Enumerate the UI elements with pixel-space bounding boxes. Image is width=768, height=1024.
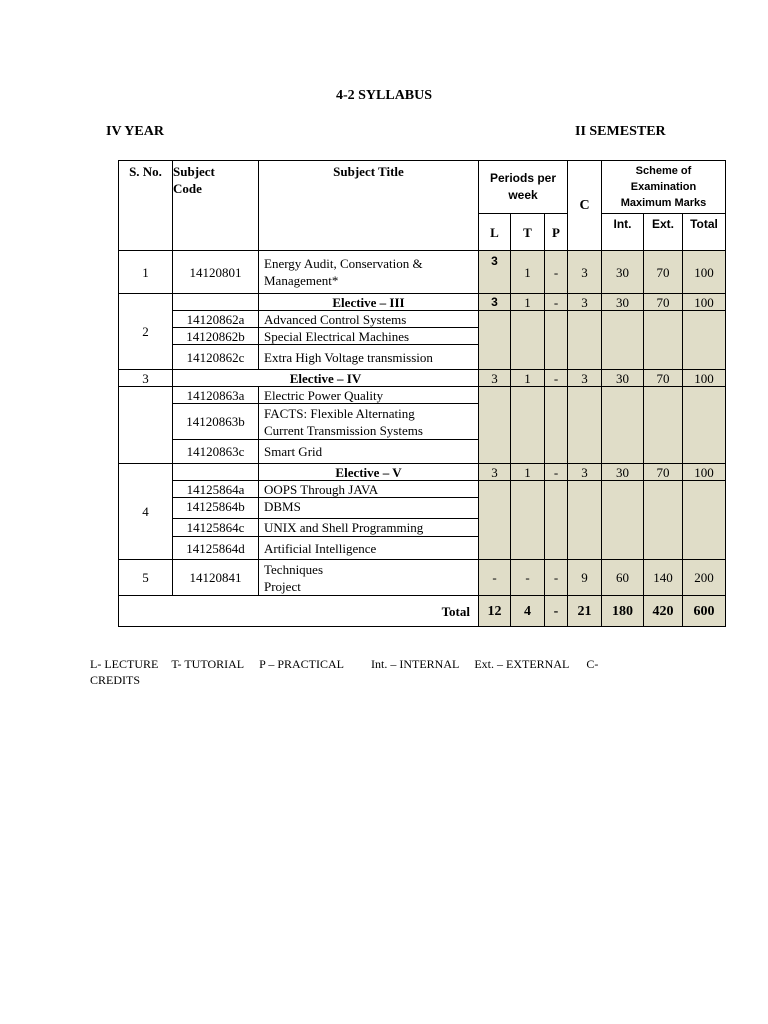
header-sno: S. No. bbox=[118, 160, 173, 251]
row3-blank-int bbox=[601, 386, 644, 464]
legend-c: C- bbox=[586, 657, 599, 671]
row5-int: 60 bbox=[601, 559, 644, 596]
row4-sub4-code: 14125864d bbox=[172, 536, 259, 560]
row4-elective-label: Elective – V bbox=[258, 463, 479, 481]
row2-blank-total bbox=[682, 310, 726, 370]
row4-blank-c bbox=[567, 480, 602, 560]
header-periods-line2: week bbox=[508, 188, 538, 202]
row3-blank-ext bbox=[643, 386, 683, 464]
header-credits: C bbox=[567, 160, 602, 251]
row5-c: 9 bbox=[567, 559, 602, 596]
totals-total: 600 bbox=[682, 595, 726, 627]
header-scheme-line1: Scheme of bbox=[635, 165, 692, 177]
row1-c: 3 bbox=[567, 250, 602, 294]
row2-elective-code-blank bbox=[172, 293, 259, 311]
row4-sub3-title: UNIX and Shell Programming bbox=[258, 518, 479, 537]
row4-blank-p bbox=[544, 480, 568, 560]
totals-c: 21 bbox=[567, 595, 602, 627]
row2-total: 100 bbox=[682, 293, 726, 311]
header-scheme-line2: Examination bbox=[630, 181, 697, 193]
row2-t: 1 bbox=[510, 293, 545, 311]
row3-sub3-code: 14120863c bbox=[172, 439, 259, 464]
totals-l: 12 bbox=[478, 595, 511, 627]
row5-sno: 5 bbox=[118, 559, 173, 596]
header-subject-title: Subject Title bbox=[258, 160, 479, 251]
row3-c: 3 bbox=[567, 369, 602, 387]
row4-l: 3 bbox=[478, 463, 511, 481]
row5-l: - bbox=[478, 559, 511, 596]
header-t: T bbox=[510, 213, 545, 251]
row2-l: 3 bbox=[478, 293, 511, 311]
row3-elective-label: Elective – IV bbox=[172, 369, 479, 387]
legend-external: Ext. – EXTERNAL bbox=[474, 657, 570, 671]
row3-sub2-title-line1: FACTS: Flexible Alternating bbox=[264, 405, 415, 421]
row4-t: 1 bbox=[510, 463, 545, 481]
row4-sub2-title: DBMS bbox=[258, 497, 479, 519]
row4-blank-total bbox=[682, 480, 726, 560]
legend-practical: P – PRACTICAL bbox=[259, 657, 345, 671]
row3-blank-total bbox=[682, 386, 726, 464]
row3-blank-l bbox=[478, 386, 511, 464]
row4-blank-l bbox=[478, 480, 511, 560]
row3-ext: 70 bbox=[643, 369, 683, 387]
header-subject-code bbox=[172, 160, 259, 251]
row4-c: 3 bbox=[567, 463, 602, 481]
row5-t: - bbox=[510, 559, 545, 596]
row3-total: 100 bbox=[682, 369, 726, 387]
row2-int: 30 bbox=[601, 293, 644, 311]
row3-int: 30 bbox=[601, 369, 644, 387]
row2-sub1-code: 14120862a bbox=[172, 310, 259, 328]
row3-sub2-title-line2: Current Transmission Systems bbox=[264, 422, 423, 438]
row4-sub2-code: 14125864b bbox=[172, 497, 259, 519]
row2-sub2-title: Special Electrical Machines bbox=[258, 327, 479, 345]
row1-int: 30 bbox=[601, 250, 644, 294]
row4-elective-code-blank bbox=[172, 463, 259, 481]
row3-sub1-code: 14120863a bbox=[172, 386, 259, 404]
row3-sno: 3 bbox=[118, 369, 173, 387]
row2-blank-p bbox=[544, 310, 568, 370]
header-code-line1: Subject bbox=[173, 164, 215, 179]
row4-sub4-title: Artificial Intelligence bbox=[258, 536, 479, 560]
row4-blank-t bbox=[510, 480, 545, 560]
row4-blank-ext bbox=[643, 480, 683, 560]
header-periods-line1: Periods per bbox=[489, 171, 557, 185]
row2-blank-ext bbox=[643, 310, 683, 370]
row1-title-line2: Management* bbox=[264, 273, 339, 288]
row4-ext: 70 bbox=[643, 463, 683, 481]
row2-sub3-code: 14120862c bbox=[172, 344, 259, 370]
semester-label: II SEMESTER bbox=[575, 124, 666, 139]
row5-total: 200 bbox=[682, 559, 726, 596]
header-int: Int. bbox=[601, 213, 644, 251]
header-ext: Ext. bbox=[643, 213, 683, 251]
totals-t: 4 bbox=[510, 595, 545, 627]
row3-t: 1 bbox=[510, 369, 545, 387]
row5-title-line1: Techniques bbox=[264, 561, 324, 577]
totals-ext: 420 bbox=[643, 595, 683, 627]
row2-sno: 2 bbox=[118, 293, 173, 370]
row2-c: 3 bbox=[567, 293, 602, 311]
row3-blank-c bbox=[567, 386, 602, 464]
row5-p: - bbox=[544, 559, 568, 596]
header-periods bbox=[478, 160, 568, 214]
header-p: P bbox=[544, 213, 568, 251]
totals-p: - bbox=[544, 595, 568, 627]
row4-int: 30 bbox=[601, 463, 644, 481]
row2-sub3-title: Extra High Voltage transmission bbox=[258, 344, 479, 370]
row2-ext: 70 bbox=[643, 293, 683, 311]
row5-code: 14120841 bbox=[172, 559, 259, 596]
row3-l: 3 bbox=[478, 369, 511, 387]
row4-blank-int bbox=[601, 480, 644, 560]
row2-sub2-code: 14120862b bbox=[172, 327, 259, 345]
row1-sno: 1 bbox=[118, 250, 173, 294]
row3-blank-t bbox=[510, 386, 545, 464]
abbreviation-legend bbox=[90, 656, 650, 688]
header-total: Total bbox=[682, 213, 726, 251]
header-l: L bbox=[478, 213, 511, 251]
header-scheme-line3: Maximum Marks bbox=[620, 197, 707, 209]
row3-sub2-title bbox=[258, 403, 479, 440]
row1-p: - bbox=[544, 250, 568, 294]
row5-ext: 140 bbox=[643, 559, 683, 596]
row1-title-line1: Energy Audit, Conservation & bbox=[264, 256, 423, 271]
legend-internal: Int. – INTERNAL bbox=[371, 657, 460, 671]
totals-int: 180 bbox=[601, 595, 644, 627]
row3-sub1-title: Electric Power Quality bbox=[258, 386, 479, 404]
page-title: 4-2 SYLLABUS bbox=[335, 88, 433, 103]
row4-sub1-code: 14125864a bbox=[172, 480, 259, 498]
row2-elective-label: Elective – III bbox=[258, 293, 479, 311]
row2-blank-c bbox=[567, 310, 602, 370]
totals-label: Total bbox=[118, 595, 479, 627]
header-scheme bbox=[601, 160, 726, 214]
row3-p: - bbox=[544, 369, 568, 387]
row1-total: 100 bbox=[682, 250, 726, 294]
row1-ext: 70 bbox=[643, 250, 683, 294]
row1-title bbox=[258, 250, 479, 294]
row2-p: - bbox=[544, 293, 568, 311]
row3-blank-p bbox=[544, 386, 568, 464]
row5-title bbox=[258, 559, 479, 596]
row1-code: 14120801 bbox=[172, 250, 259, 294]
row2-blank-l bbox=[478, 310, 511, 370]
row1-t: 1 bbox=[510, 250, 545, 294]
row4-p: - bbox=[544, 463, 568, 481]
row1-l: 3 bbox=[478, 250, 511, 294]
row4-sub1-title: OOPS Through JAVA bbox=[258, 480, 479, 498]
row2-blank-t bbox=[510, 310, 545, 370]
row5-title-line2: Project bbox=[264, 578, 301, 594]
year-label: IV YEAR bbox=[106, 124, 164, 139]
row4-sno: 4 bbox=[118, 463, 173, 560]
legend-credits: CREDITS bbox=[90, 673, 141, 687]
row4-sub3-code: 14125864c bbox=[172, 518, 259, 537]
row4-total: 100 bbox=[682, 463, 726, 481]
row3-sno-blank bbox=[118, 386, 173, 464]
legend-tutorial: T- TUTORIAL bbox=[171, 657, 245, 671]
legend-lecture: L- LECTURE bbox=[90, 657, 159, 671]
row3-sub3-title: Smart Grid bbox=[258, 439, 479, 464]
row2-sub1-title: Advanced Control Systems bbox=[258, 310, 479, 328]
row3-sub2-code: 14120863b bbox=[172, 403, 259, 440]
header-code-line2: Code bbox=[173, 181, 202, 196]
row2-blank-int bbox=[601, 310, 644, 370]
